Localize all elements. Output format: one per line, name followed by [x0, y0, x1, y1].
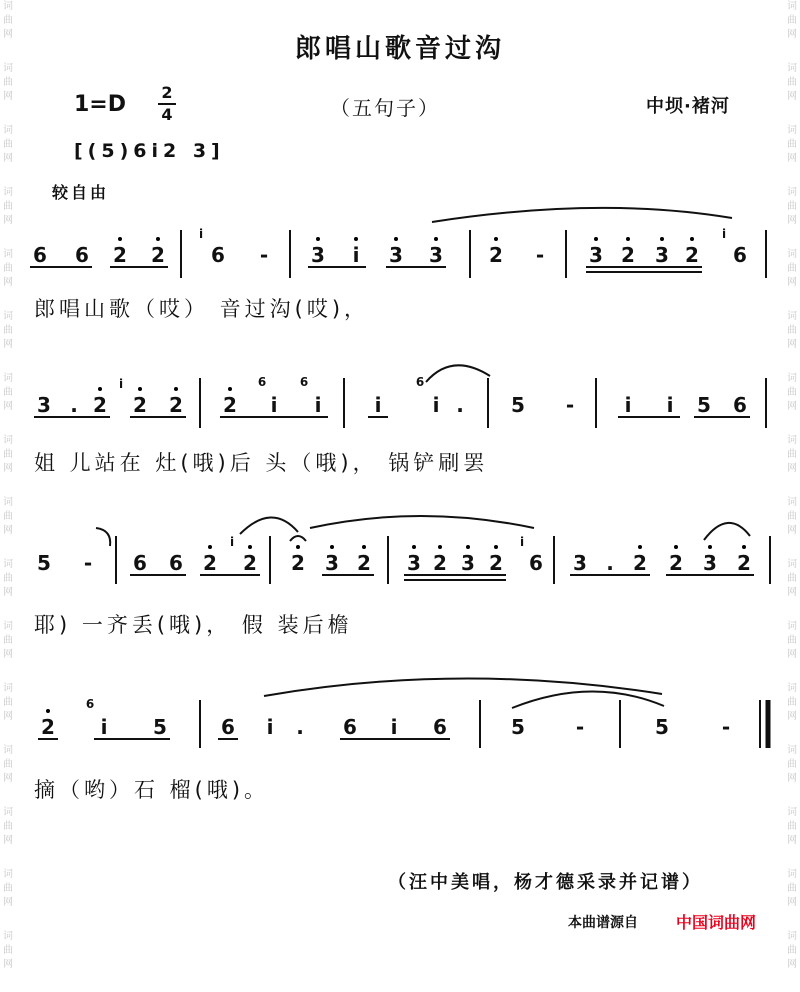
- watermark-text: 词 曲 网: [3, 559, 13, 598]
- note: 2: [489, 243, 503, 267]
- note: 5: [37, 551, 51, 575]
- high-dot: [742, 545, 746, 549]
- watermark-text: 词 曲 网: [3, 311, 13, 350]
- watermark-text: 词 曲 网: [787, 869, 797, 908]
- watermark-text: 词 曲 网: [787, 807, 797, 846]
- high-dot: [708, 545, 712, 549]
- high-dot: [354, 237, 358, 241]
- note: 3: [461, 551, 475, 575]
- note: 3: [703, 551, 717, 575]
- note: 2: [41, 715, 55, 739]
- watermark-text: 词 曲 网: [787, 559, 797, 598]
- high-dot: [466, 545, 470, 549]
- note: -: [565, 393, 575, 417]
- note: 2: [243, 551, 257, 575]
- note: -: [535, 243, 545, 267]
- system-1: [30, 208, 766, 278]
- high-dot: [660, 237, 664, 241]
- watermark-text: 词 曲 网: [3, 435, 13, 474]
- grace-note: 6: [415, 375, 425, 389]
- note: 2: [669, 551, 683, 575]
- note: i: [374, 393, 382, 417]
- watermark-text: 词 曲 网: [3, 497, 13, 536]
- high-dot: [330, 545, 334, 549]
- note: i: [314, 393, 322, 417]
- note: 5: [511, 393, 525, 417]
- grace-note: 6: [299, 375, 309, 389]
- credit-line: （汪中美唱，杨才德采录并记谱）: [388, 872, 703, 893]
- watermark-text: 词 曲 网: [3, 63, 13, 102]
- watermark-text: 词 曲 网: [3, 187, 13, 226]
- watermark-text: 词 曲 网: [3, 1, 13, 40]
- note: 2: [151, 243, 165, 267]
- note: 6: [733, 393, 747, 417]
- note: 5: [697, 393, 711, 417]
- note: 2: [685, 243, 699, 267]
- watermark-text: 词 曲 网: [787, 497, 797, 536]
- note: i: [432, 393, 440, 417]
- grace-note: i: [519, 535, 525, 549]
- high-dot: [316, 237, 320, 241]
- fermata: [290, 536, 306, 541]
- note: 2: [633, 551, 647, 575]
- note: 3: [407, 551, 421, 575]
- high-dot: [494, 545, 498, 549]
- note: -: [575, 715, 585, 739]
- song-title: 郎唱山歌音过沟: [294, 34, 505, 64]
- note: 6: [529, 551, 543, 575]
- watermark-text: 词 曲 网: [787, 683, 797, 722]
- high-dot: [228, 387, 232, 391]
- note: 2: [291, 551, 305, 575]
- watermark-text: 词 曲 网: [787, 435, 797, 474]
- slur: [240, 517, 298, 534]
- note: 2: [357, 551, 371, 575]
- grace-note: i: [229, 535, 235, 549]
- watermark-text: 词 曲 网: [3, 683, 13, 722]
- note: 6: [733, 243, 747, 267]
- note: 2: [113, 243, 127, 267]
- system-3: [37, 516, 770, 584]
- slur-end: [96, 528, 110, 546]
- note: 2: [93, 393, 107, 417]
- intro-phrase: [(5)6i2 3]: [74, 140, 225, 162]
- grace-note: i: [118, 377, 124, 391]
- high-dot: [174, 387, 178, 391]
- high-dot: [156, 237, 160, 241]
- watermark-text: 词 曲 网: [787, 63, 797, 102]
- note: 6: [169, 551, 183, 575]
- high-dot: [118, 237, 122, 241]
- watermark-text: 词 曲 网: [787, 621, 797, 660]
- high-dot: [438, 545, 442, 549]
- note: 2: [223, 393, 237, 417]
- note: -: [83, 551, 93, 575]
- note: 2: [489, 551, 503, 575]
- slur: [704, 523, 750, 540]
- system-4: [38, 678, 768, 748]
- note: i: [270, 393, 278, 417]
- note: 3: [655, 243, 669, 267]
- watermark-text: 词 曲 网: [3, 745, 13, 784]
- note: 6: [433, 715, 447, 739]
- note: .: [456, 393, 464, 417]
- grace-note: 6: [85, 697, 95, 711]
- note: 3: [573, 551, 587, 575]
- brand-link[interactable]: 中国词曲网: [676, 913, 757, 932]
- tie: [512, 691, 664, 708]
- lyric-line-4: 摘（哟）石 榴(哦)。: [34, 778, 270, 802]
- high-dot: [434, 237, 438, 241]
- note: i: [266, 715, 274, 739]
- high-dot: [394, 237, 398, 241]
- high-dot: [626, 237, 630, 241]
- note: 6: [343, 715, 357, 739]
- slur: [310, 516, 534, 528]
- note: .: [296, 715, 304, 739]
- lyric-line-1: 郎唱山歌（哎） 音过沟(哎)，: [34, 297, 370, 321]
- watermark-text: 词 曲 网: [787, 187, 797, 226]
- note: 2: [133, 393, 147, 417]
- high-dot: [674, 545, 678, 549]
- note: 6: [211, 243, 225, 267]
- watermark-text: 词 曲 网: [3, 807, 13, 846]
- watermark-text: 词 曲 网: [787, 1, 797, 40]
- watermark-text: 词 曲 网: [787, 125, 797, 164]
- note: 3: [429, 243, 443, 267]
- high-dot: [638, 545, 642, 549]
- key-signature: 1=D: [74, 92, 127, 117]
- high-dot: [46, 709, 50, 713]
- note: 5: [655, 715, 669, 739]
- note: i: [624, 393, 632, 417]
- watermark-text: 词 曲 网: [3, 621, 13, 660]
- note: 5: [153, 715, 167, 739]
- song-subtitle: （五句子）: [330, 96, 440, 120]
- system-2: [34, 365, 766, 428]
- slur: [432, 208, 732, 222]
- high-dot: [248, 545, 252, 549]
- watermark-text: 词 曲 网: [3, 373, 13, 412]
- high-dot: [494, 237, 498, 241]
- watermark-text: 词 曲 网: [3, 869, 13, 908]
- note: 3: [325, 551, 339, 575]
- note: .: [606, 551, 614, 575]
- note: 2: [169, 393, 183, 417]
- note: 3: [589, 243, 603, 267]
- high-dot: [690, 237, 694, 241]
- note: 3: [37, 393, 51, 417]
- note: 6: [133, 551, 147, 575]
- high-dot: [362, 545, 366, 549]
- meter-top: 2: [161, 83, 173, 102]
- high-dot: [138, 387, 142, 391]
- watermark-text: 词 曲 网: [3, 125, 13, 164]
- note: 5: [511, 715, 525, 739]
- note: .: [70, 393, 78, 417]
- note: -: [259, 243, 269, 267]
- slur: [426, 365, 490, 382]
- watermark-text: 词 曲 网: [787, 249, 797, 288]
- note: i: [666, 393, 674, 417]
- note: i: [390, 715, 398, 739]
- watermark-text: 词 曲 网: [3, 249, 13, 288]
- grace-note: 6: [257, 375, 267, 389]
- watermark-text: 词 曲 网: [787, 311, 797, 350]
- note: 2: [203, 551, 217, 575]
- lyric-line-2: 姐 儿站在 灶(哦)后 头（哦)， 锅铲刷罢: [34, 451, 489, 475]
- note: 3: [389, 243, 403, 267]
- watermark-text: 词 曲 网: [787, 373, 797, 412]
- high-dot: [594, 237, 598, 241]
- high-dot: [296, 545, 300, 549]
- tempo-marking: 较自由: [52, 183, 110, 202]
- lyric-line-3: 耶) 一齐丢(哦)， 假 装后檐: [34, 613, 353, 637]
- high-dot: [412, 545, 416, 549]
- note: 2: [621, 243, 635, 267]
- song-origin: 中坝·褚河: [646, 96, 730, 117]
- source-label: 本曲谱源自: [568, 915, 638, 931]
- note: 2: [433, 551, 447, 575]
- high-dot: [98, 387, 102, 391]
- watermark-text: 词 曲 网: [787, 745, 797, 784]
- note: i: [100, 715, 108, 739]
- watermark-text: 词 曲 网: [787, 931, 797, 970]
- note: i: [352, 243, 360, 267]
- note: 6: [75, 243, 89, 267]
- note: 2: [737, 551, 751, 575]
- note: 3: [311, 243, 325, 267]
- high-dot: [208, 545, 212, 549]
- note: 6: [33, 243, 47, 267]
- grace-note: i: [198, 227, 204, 241]
- meter-bottom: 4: [161, 105, 173, 124]
- grace-note: i: [721, 227, 727, 241]
- note: -: [721, 715, 731, 739]
- slur: [264, 678, 662, 696]
- watermark-text: 词 曲 网: [3, 931, 13, 970]
- note: 6: [221, 715, 235, 739]
